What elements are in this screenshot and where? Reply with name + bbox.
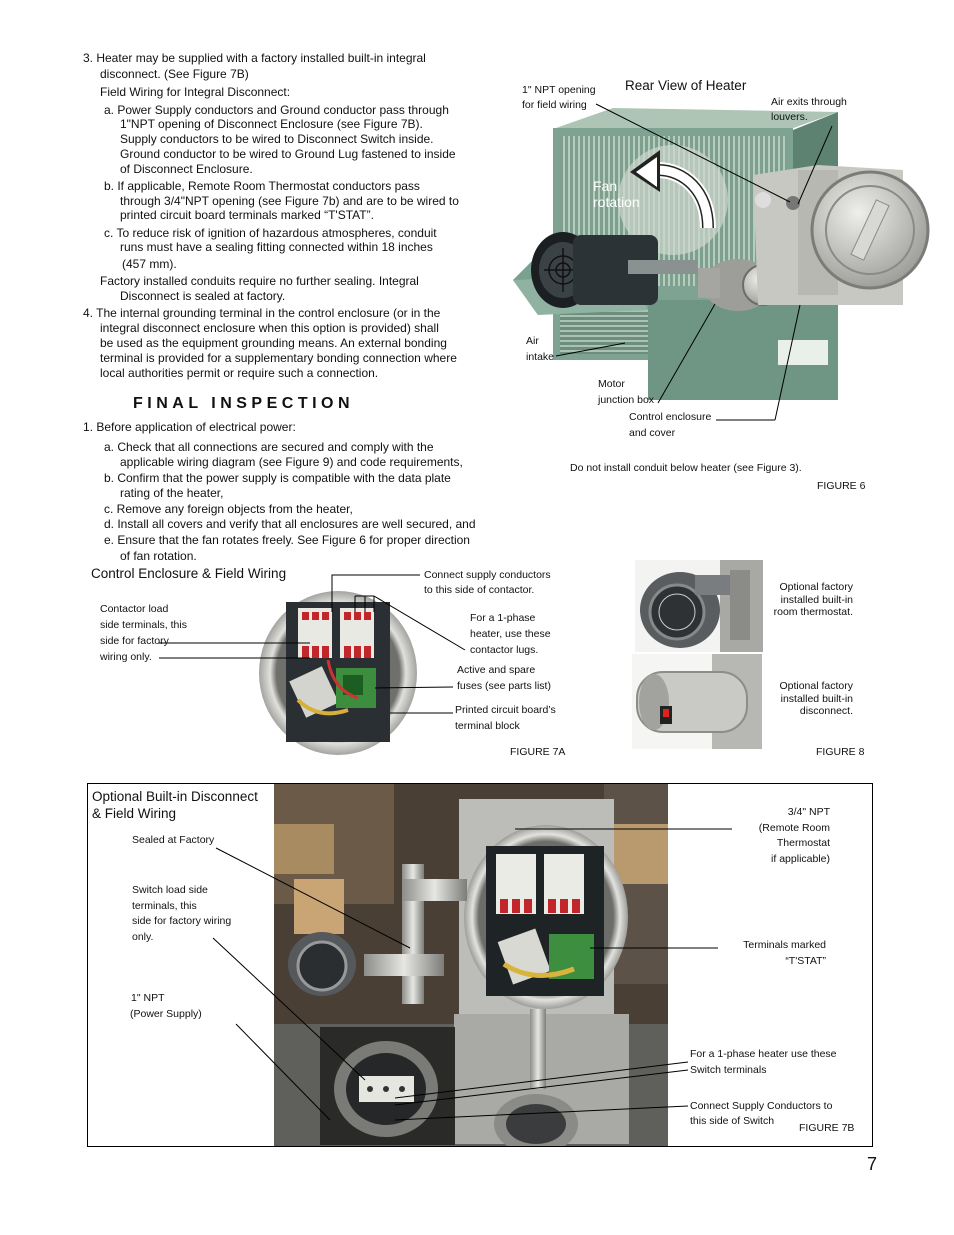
text-line: disconnect. (See Figure 7B) — [100, 67, 249, 81]
npt-power-label — [130, 991, 202, 1022]
control-enclosure-label — [629, 409, 711, 441]
label-line: Optional factory — [779, 581, 853, 593]
npt-opening-label — [522, 83, 596, 113]
label-line: Connect Supply Conductors to — [690, 1100, 833, 1112]
control-enclosure-photo — [258, 590, 418, 757]
pcb-label — [455, 702, 556, 734]
label-line: Fan — [593, 178, 618, 194]
label-line: Motor — [598, 378, 625, 390]
text-line: 1"NPT opening of Disconnect Enclosure (see Figure 7B). — [120, 117, 423, 131]
page-number: 7 — [867, 1154, 878, 1174]
label-line: Switch terminals — [690, 1064, 767, 1076]
label-line: Printed circuit board’s — [455, 704, 556, 716]
label-line: Air exits through — [771, 96, 847, 108]
rear-view-title: Rear View of Heater — [625, 78, 747, 93]
label-line: Switch load side — [132, 884, 208, 896]
thermostat-label — [760, 581, 853, 619]
text-line: rating of the heater, — [120, 486, 224, 500]
label-line: Thermostat — [776, 837, 830, 849]
label-line: 3/4" NPT — [787, 806, 830, 818]
text-line: c. To reduce risk of ignition of hazardous atmospheres, conduit — [104, 226, 437, 240]
fan-rotation-label — [593, 178, 640, 210]
connect-supply-label — [424, 568, 551, 598]
text-line: a. Power Supply conductors and Ground conductor pass through — [104, 103, 449, 117]
text-line: (457 mm). — [122, 257, 177, 271]
text-line: Supply conductors to be wired to Disconnect Switch inside. — [120, 132, 434, 146]
label-line: fuses (see parts list) — [457, 680, 551, 692]
text-line: c. Remove any foreign objects from the heater, — [104, 502, 353, 516]
text-line: be used as the equipment grounding means. An external bonding — [100, 336, 447, 350]
switch-load-label — [132, 883, 231, 945]
label-line: terminal block — [455, 720, 520, 732]
label-line: (Remote Room — [758, 821, 830, 834]
label-line: terminals, this — [132, 899, 197, 912]
air-exits-label — [771, 95, 847, 125]
disconnect-label — [760, 680, 853, 718]
label-line: louvers. — [771, 111, 808, 123]
sealed-label: Sealed at Factory — [132, 834, 215, 846]
fuses-label — [457, 662, 551, 694]
text-line: of Disconnect Enclosure. — [120, 162, 253, 176]
label-line: side terminals, this — [100, 619, 187, 631]
text-line: of fan rotation. — [120, 549, 197, 563]
text-line: Disconnect is sealed at factory. — [120, 289, 286, 303]
thermostat-photo — [635, 560, 763, 652]
text-line: 1. Before application of electrical power: — [83, 420, 296, 434]
label-line: for field wiring — [522, 99, 587, 111]
text-line: terminal is provided for a supplementary bonding connection where — [100, 351, 457, 365]
text-line: e. Ensure that the fan rotates freely. See Figure 6 for proper direction — [104, 533, 470, 547]
figure-8-caption: FIGURE 8 — [816, 746, 865, 758]
label-line: Optional factory — [779, 680, 853, 692]
label-line: Optional Built-in Disconnect — [92, 789, 258, 804]
text-line: integral disconnect enclosure when this option is provided) shall — [100, 321, 439, 335]
air-intake-label — [526, 333, 554, 365]
figure-7b-title — [92, 789, 258, 822]
label-line: Control enclosure — [629, 411, 712, 423]
label-line: only. — [132, 930, 154, 943]
label-line: intake — [526, 351, 555, 363]
motor-junction-label — [598, 376, 654, 408]
figure-7b-caption: FIGURE 7B — [799, 1122, 855, 1134]
control-enclosure-title: Control Enclosure & Field Wiring — [91, 566, 287, 581]
label-line: installed built-in — [780, 593, 853, 606]
label-line: installed built-in — [780, 692, 853, 705]
label-line: Contactor load — [100, 603, 169, 615]
tstat-terminals-label — [720, 937, 826, 969]
text-line: local authorities permit or require such a connection. — [100, 366, 379, 380]
label-line: side for factory — [100, 635, 169, 647]
label-line: junction box — [598, 394, 655, 406]
label-line: Terminals marked — [743, 939, 826, 951]
disconnect-photo — [632, 654, 762, 749]
final-inspection-heading: FINAL INSPECTION — [133, 395, 355, 412]
label-line: 1" NPT opening — [522, 84, 596, 96]
label-line: contactor lugs. — [470, 644, 539, 656]
text-line: Ground conductor to be wired to Ground Lug fastened to inside — [120, 147, 456, 161]
text-line: a. Check that all connections are secured and comply with the — [104, 440, 434, 454]
one-phase-switch-label — [690, 1046, 837, 1078]
label-line: and cover — [629, 427, 676, 439]
label-line: side for factory wiring — [132, 915, 232, 927]
figure-6-caption: FIGURE 6 — [817, 480, 866, 492]
label-line: 1" NPT — [131, 992, 165, 1004]
label-line: wiring only. — [100, 651, 152, 663]
label-line: to this side of contactor. — [424, 584, 535, 596]
text-line: 3. Heater may be supplied with a factory installed built-in integral — [83, 51, 426, 65]
text-line: Factory installed conduits require no further sealing. Integral — [100, 274, 419, 288]
label-line: & Field Wiring — [92, 805, 177, 821]
label-line: if applicable) — [771, 852, 830, 865]
label-line: heater, use these — [470, 628, 551, 640]
text-line: runs must have a sealing fitting connected within 18 inches — [120, 240, 433, 254]
label-line: this side of Switch — [690, 1115, 775, 1127]
conduit-note: Do not install conduit below heater (see Figure 3). — [570, 462, 802, 474]
disconnect-wiring-photo — [274, 784, 668, 1146]
label-line: room thermostat. — [773, 606, 853, 618]
label-line: rotation — [593, 194, 640, 210]
one-phase-lugs-label — [470, 610, 551, 658]
label-line: For a 1-phase heater use these — [690, 1048, 837, 1060]
label-line: Air — [526, 335, 539, 347]
label-line: For a 1-phase — [470, 612, 536, 624]
label-line: Active and spare — [457, 664, 536, 676]
contactor-load-label — [100, 601, 187, 665]
text-line: 4. The internal grounding terminal in the control enclosure (or in the — [83, 306, 441, 320]
label-line: Connect supply conductors — [424, 569, 551, 581]
figure-7a-caption: FIGURE 7A — [510, 746, 566, 758]
text-line: d. Install all covers and verify that all enclosures are well secured, and — [104, 517, 476, 531]
text-line: b. If applicable, Remote Room Thermostat conductors pass — [104, 179, 420, 193]
text-line: b. Confirm that the power supply is compatible with the data plate — [104, 471, 451, 485]
label-line: “T'STAT” — [785, 955, 826, 967]
label-line: disconnect. — [799, 705, 853, 717]
text-line: printed circuit board terminals marked “T'STAT”. — [120, 208, 374, 222]
npt-thermostat-label — [740, 805, 830, 867]
text-line: through 3/4"NPT opening (see Figure 7b) and are to be wired to — [120, 194, 459, 208]
text-line: Field Wiring for Integral Disconnect: — [100, 85, 291, 99]
label-line: (Power Supply) — [130, 1007, 202, 1020]
text-line: applicable wiring diagram (see Figure 9) and code requirements, — [120, 455, 463, 469]
heater-rear-photo — [508, 100, 938, 425]
